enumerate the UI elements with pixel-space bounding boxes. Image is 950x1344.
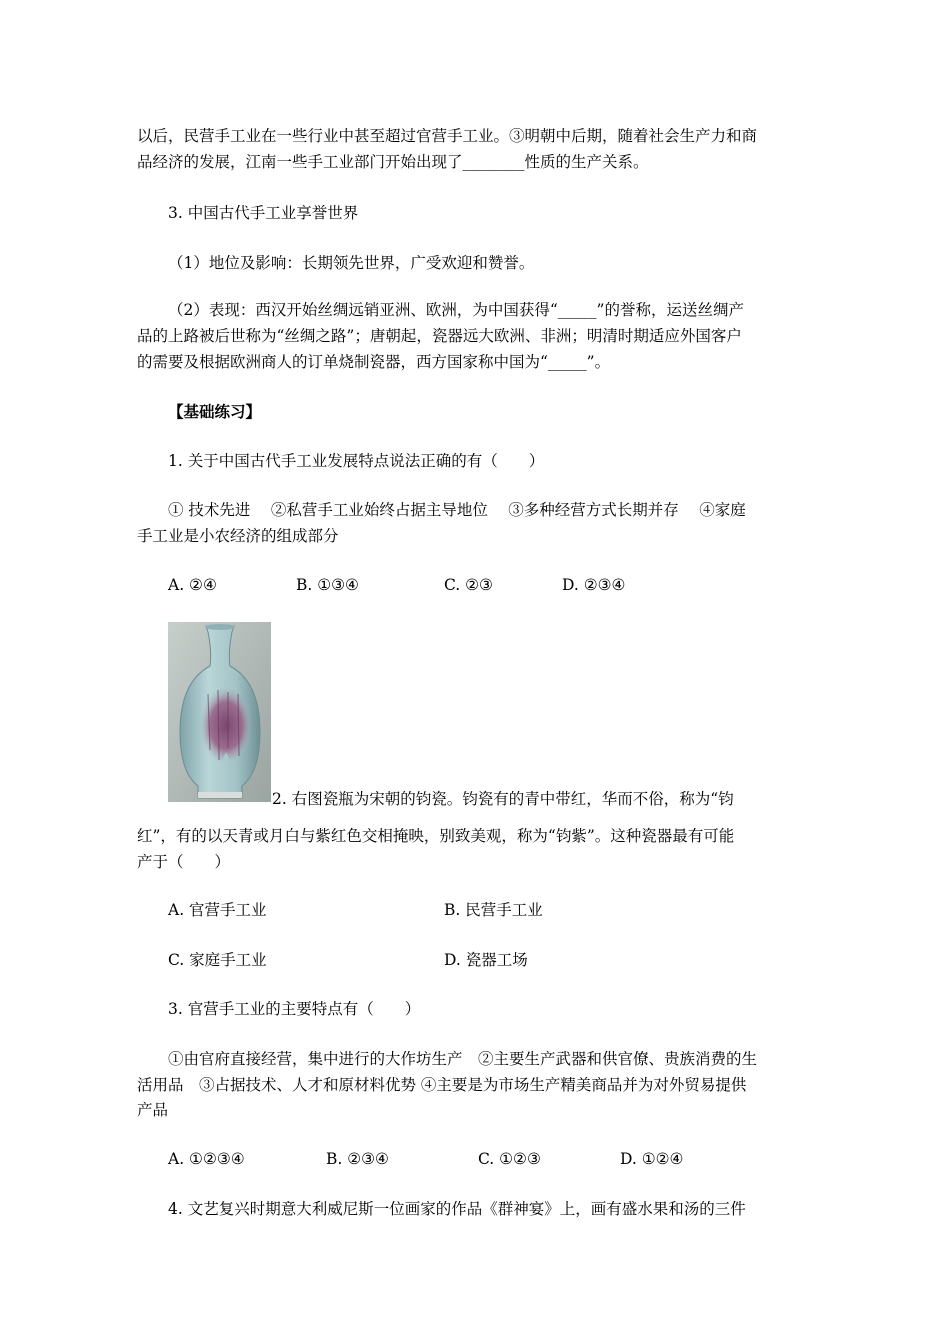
option-b: B. 民营手工业 (444, 901, 543, 919)
paragraph-line: （2）表现：西汉开始丝绸远销亚洲、欧洲，为中国获得“_____”的誉称，运送丝绸产 (168, 301, 744, 319)
question-stem: 1. 关于中国古代手工业发展特点说法正确的有（ ） (168, 452, 545, 470)
option-d: D. 瓷器工场 (444, 951, 528, 969)
section-title: 3. 中国古代手工业享誉世界 (168, 204, 359, 222)
option-c: C. 家庭手工业 (168, 951, 267, 969)
question-items: 活用品 ③占据技术、人才和原材料优势 ④主要是为市场生产精美商品并为对外贸易提供 (137, 1076, 747, 1094)
option-c: C. ②③ (444, 576, 493, 594)
option-a: A. 官营手工业 (168, 901, 267, 919)
option-d: D. ②③④ (562, 576, 626, 594)
practice-header: 【基础练习】 (168, 402, 262, 421)
question-stem: 红”，有的以天青或月白与紫红色交相掩映，别致美观，称为“钧紫”。这种瓷器最有可能 (137, 827, 735, 845)
jun-porcelain-vase-image (168, 622, 271, 802)
option-b: B. ②③④ (326, 1150, 389, 1168)
question-stem: 2. 右图瓷瓶为宋朝的钧瓷。钧瓷有的青中带红，华而不俗，称为“钧 (272, 790, 734, 808)
question-items: 手工业是小农经济的组成部分 (137, 527, 339, 545)
question-stem: 3. 官营手工业的主要特点有（ ） (168, 1000, 421, 1018)
question-stem: 产于（ ） (137, 853, 231, 871)
option-b: B. ①③④ (296, 576, 359, 594)
question-items: ①由官府直接经营，集中进行的大作坊生产 ②主要生产武器和供官僚、贵族消费的生 (168, 1050, 758, 1068)
paragraph-line: 以后，民营手工业在一些行业中甚至超过官营手工业。③明朝中后期，随着社会生产力和商 (137, 127, 758, 145)
question-items: 产品 (137, 1101, 169, 1119)
option-c: C. ①②③ (478, 1150, 541, 1168)
option-a: A. ②④ (168, 576, 217, 594)
paragraph-line: 的需要及根据欧洲商人的订单烧制瓷器，西方国家称中国为“_____”。 (137, 353, 611, 371)
paragraph-line: 品经济的发展，江南一些手工业部门开始出现了________性质的生产关系。 (137, 153, 649, 171)
paragraph-line: （1）地位及影响：长期领先世界，广受欢迎和赞誉。 (168, 254, 535, 272)
paragraph-line: 品的上路被后世称为“丝绸之路”；唐朝起，瓷器远大欧洲、非洲；明清时期适应外国客户 (137, 327, 742, 345)
option-d: D. ①②④ (620, 1150, 684, 1168)
question-items: ① 技术先进 ②私营手工业始终占据主导地位 ③多种经营方式长期并存 ④家庭 (168, 501, 746, 519)
question-stem: 4. 文艺复兴时期意大利威尼斯一位画家的作品《群神宴》上，画有盛水果和汤的三件 (168, 1200, 746, 1218)
option-a: A. ①②③④ (168, 1150, 245, 1168)
